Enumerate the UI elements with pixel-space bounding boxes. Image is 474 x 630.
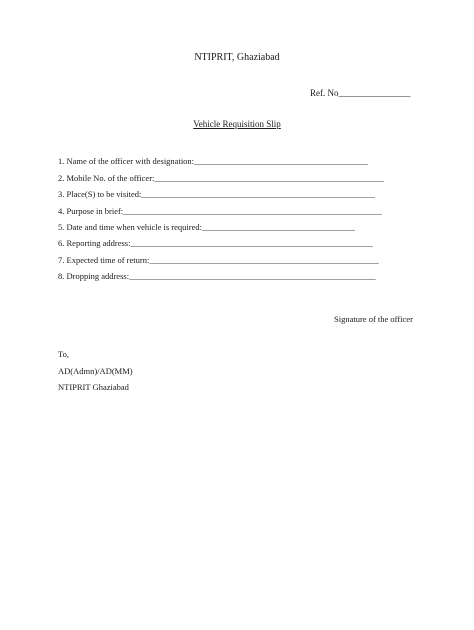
field-blank-line: ______________________________________________________ [149,254,379,265]
form-title: Vehicle Requisition Slip [193,119,281,129]
field-mobile-number [58,166,420,182]
reference-number: Ref. No________________ [310,88,411,98]
field-blank-line: ______________________________________________________ [154,172,384,183]
field-blank-line: __________________________________________________________ [129,271,376,282]
recipient-address [58,346,133,396]
field-blank-line: _________________________________________ [194,156,369,167]
field-label: 8. Dropping address: [58,271,130,282]
address-salutation: To, [58,349,69,359]
field-label: 7. Expected time of return: [58,254,150,265]
field-officer-name [58,150,420,166]
field-blank-line: ____________________________________ [201,221,355,232]
field-label: 4. Purpose in brief: [58,205,124,216]
field-date-time-required [58,216,420,232]
field-label: 1. Name of the officer with designation: [58,156,195,167]
address-line-2: NTIPRIT Ghaziabad [58,382,129,392]
signature-label: Signature of the officer [334,314,413,324]
field-blank-line: _____________________________________________________________ [123,205,383,216]
field-label: 6. Reporting address: [58,238,131,249]
field-blank-line: _______________________________________________________ [141,189,376,200]
field-blank-line: _________________________________________________________ [130,238,373,249]
requisition-fields [58,150,420,281]
field-reporting-address [58,232,420,248]
field-label: 5. Date and time when vehicle is required: [58,221,202,232]
field-dropping-address [58,265,420,281]
organization-title: NTIPRIT, Ghaziabad [194,52,280,63]
field-label: 2. Mobile No. of the officer: [58,172,155,183]
field-expected-return [58,248,420,264]
field-label: 3. Place(S) to be visited: [58,189,142,200]
field-places-to-visit [58,183,420,199]
field-purpose [58,199,420,215]
address-line-1: AD(Admn)/AD(MM) [58,365,133,376]
